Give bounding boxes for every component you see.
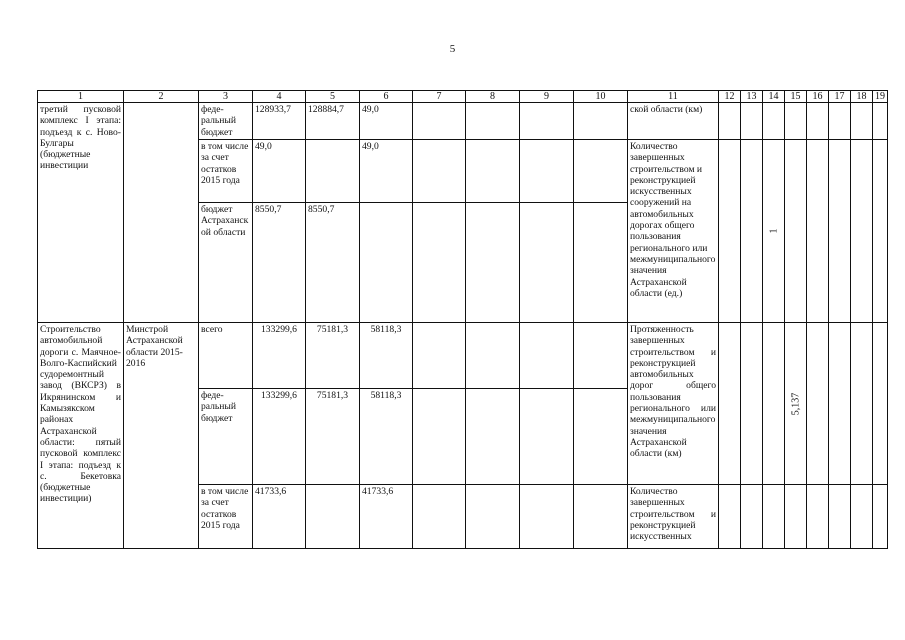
empty-cell	[466, 203, 520, 323]
target-value: 5,137	[789, 392, 801, 415]
header-cell: 9	[520, 91, 574, 103]
amount-total-cell: 49,0	[253, 140, 306, 203]
indicator-cell: Количество завершенных строительством и реконструкцией искусственных сооружений на автомобильных дорогах общего пользования регионального или межмуниципального значения Астраханской области (ед.)	[628, 140, 719, 323]
indicator-cell: ской области (км)	[628, 103, 719, 140]
empty-cell	[785, 140, 807, 323]
empty-cell	[466, 140, 520, 203]
empty-cell	[763, 485, 785, 549]
amount-2016-cell	[360, 203, 413, 323]
amount-2015-cell: 75181,3	[306, 323, 360, 389]
empty-cell	[807, 323, 829, 485]
header-cell: 19	[873, 91, 888, 103]
amount-2016-cell: 58118,3	[360, 323, 413, 389]
header-cell: 18	[851, 91, 873, 103]
table-row	[38, 103, 888, 140]
empty-cell	[413, 140, 466, 203]
header-cell: 17	[829, 91, 851, 103]
empty-cell	[741, 140, 763, 323]
header-cell: 15	[785, 91, 807, 103]
object-name-cell: третий пусковой комплекс I этапа: подъезд к с. Ново-Булгары (бюджетные инвестиции	[38, 103, 124, 323]
table-row	[38, 323, 888, 389]
header-cell: 7	[413, 91, 466, 103]
empty-cell	[851, 485, 873, 549]
amount-total-cell: 133299,6	[253, 323, 306, 389]
amount-total-cell: 128933,7	[253, 103, 306, 140]
header-cell: 13	[741, 91, 763, 103]
empty-cell	[741, 103, 763, 140]
amount-2015-cell	[306, 140, 360, 203]
empty-cell	[520, 323, 574, 389]
empty-cell	[520, 485, 574, 549]
empty-cell	[785, 103, 807, 140]
empty-cell	[763, 103, 785, 140]
empty-cell	[785, 485, 807, 549]
funding-source-cell: феде-ральный бюджет	[199, 389, 253, 485]
empty-cell	[873, 140, 888, 323]
amount-total-cell: 8550,7	[253, 203, 306, 323]
indicator-cell: Протяженность завершенных строительством и реконструкцией автомобильных дорог общего пользования регионального или межмуниципального значения Астраханской области (км)	[628, 323, 719, 485]
empty-cell	[466, 485, 520, 549]
empty-cell	[719, 485, 741, 549]
empty-cell	[574, 389, 628, 485]
header-cell: 3	[199, 91, 253, 103]
header-cell: 16	[807, 91, 829, 103]
empty-cell	[851, 103, 873, 140]
amount-2015-cell: 128884,7	[306, 103, 360, 140]
header-cell: 6	[360, 91, 413, 103]
empty-cell	[719, 103, 741, 140]
empty-cell	[413, 203, 466, 323]
empty-cell	[719, 323, 741, 485]
empty-cell	[466, 103, 520, 140]
funding-source-cell: феде-ральный бюджет	[199, 103, 253, 140]
empty-cell	[829, 103, 851, 140]
header-cell: 4	[253, 91, 306, 103]
amount-2016-cell: 41733,6	[360, 485, 413, 549]
header-row	[38, 91, 888, 103]
empty-cell	[520, 389, 574, 485]
empty-cell	[413, 323, 466, 389]
empty-cell	[413, 389, 466, 485]
amount-2016-cell: 49,0	[360, 140, 413, 203]
empty-cell	[520, 103, 574, 140]
amount-total-cell: 41733,6	[253, 485, 306, 549]
target-value-cell	[785, 323, 807, 485]
header-cell: 2	[124, 91, 199, 103]
empty-cell	[466, 389, 520, 485]
amount-2016-cell: 58118,3	[360, 389, 413, 485]
funding-source-cell: в том числе за счет остатков 2015 года	[199, 140, 253, 203]
header-cell: 10	[574, 91, 628, 103]
indicator-cell: Количество завершенных строительством и реконструкцией искусственных	[628, 485, 719, 549]
header-cell: 8	[466, 91, 520, 103]
amount-total-cell: 133299,6	[253, 389, 306, 485]
page-number: 5	[449, 43, 456, 55]
empty-cell	[807, 103, 829, 140]
empty-cell	[520, 203, 574, 323]
amount-2015-cell: 8550,7	[306, 203, 360, 323]
amount-2015-cell: 75181,3	[306, 389, 360, 485]
funding-source-cell: бюджет Астраханской области	[199, 203, 253, 323]
header-cell: 14	[763, 91, 785, 103]
empty-cell	[741, 323, 763, 485]
empty-cell	[520, 140, 574, 203]
empty-cell	[851, 323, 873, 485]
empty-cell	[741, 485, 763, 549]
amount-2016-cell: 49,0	[360, 103, 413, 140]
empty-cell	[574, 203, 628, 323]
empty-cell	[719, 140, 741, 323]
target-value-cell	[763, 140, 785, 323]
empty-cell	[829, 323, 851, 485]
executor-cell	[124, 103, 199, 323]
empty-cell	[574, 485, 628, 549]
empty-cell	[829, 485, 851, 549]
empty-cell	[851, 140, 873, 323]
empty-cell	[763, 323, 785, 485]
empty-cell	[873, 323, 888, 485]
empty-cell	[807, 485, 829, 549]
empty-cell	[574, 323, 628, 389]
header-cell: 5	[306, 91, 360, 103]
target-value: 1	[767, 228, 779, 234]
budget-table	[37, 90, 888, 549]
funding-source-cell: всего	[199, 323, 253, 389]
empty-cell	[413, 485, 466, 549]
empty-cell	[829, 140, 851, 323]
object-name-cell: Строительство автомобильной дороги с. Маячное-Волго-Каспийский судоремонтный завод (ВКСРЗ) в Икрянинском и Камызякском районах Астраханской области: пятый пусковой комплекс I этапа: подъезд к с. Бекетовка (бюджетные инвестиции)	[38, 323, 124, 549]
amount-2015-cell	[306, 485, 360, 549]
empty-cell	[413, 103, 466, 140]
header-cell: 12	[719, 91, 741, 103]
empty-cell	[574, 103, 628, 140]
empty-cell	[873, 103, 888, 140]
header-cell: 1	[38, 91, 124, 103]
empty-cell	[466, 323, 520, 389]
empty-cell	[873, 485, 888, 549]
empty-cell	[574, 140, 628, 203]
header-cell: 11	[628, 91, 719, 103]
funding-source-cell: в том числе за счет остатков 2015 года	[199, 485, 253, 549]
executor-cell: Минстрой Астраханской области 2015-2016	[124, 323, 199, 549]
empty-cell	[807, 140, 829, 323]
